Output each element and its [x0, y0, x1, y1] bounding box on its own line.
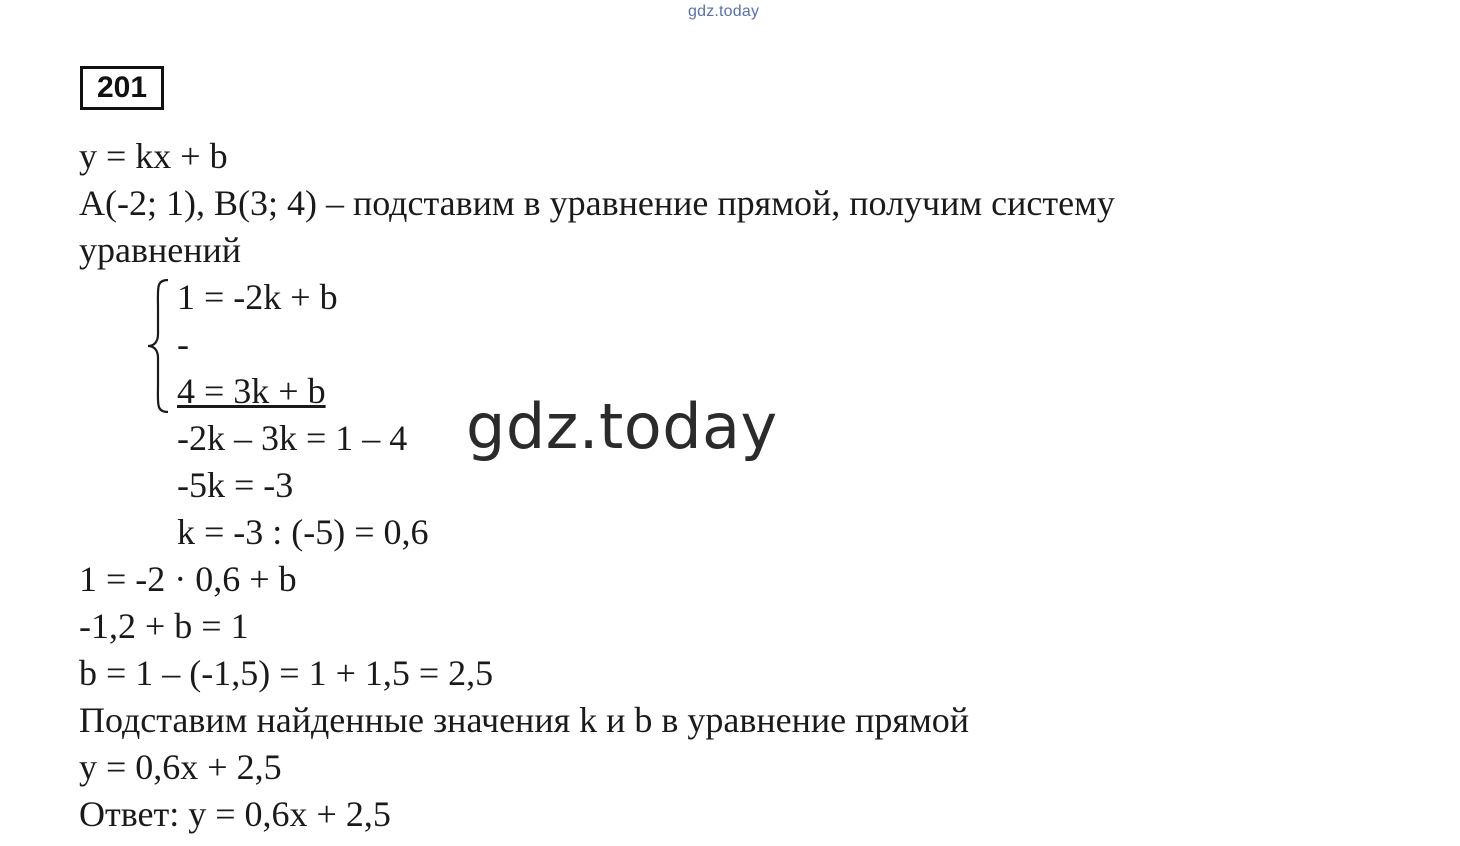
- line-points-substitution: A(-2; 1), B(3; 4) – подставим в уравнение прямой, получим систему: [79, 183, 1115, 223]
- system-equation-2: 4 = 3k + b: [177, 371, 326, 411]
- line-b-value: b = 1 – (-1,5) = 1 + 1,5 = 2,5: [79, 653, 494, 693]
- step-simplified: -5k = -3: [177, 465, 294, 505]
- line-substitute-values: Подставим найденные значения k и b в уравнение прямой: [79, 700, 970, 740]
- line-result-equation: y = 0,6x + 2,5: [79, 747, 282, 787]
- step-subtraction: -2k – 3k = 1 – 4: [177, 418, 408, 458]
- line-general-equation: y = kx + b: [79, 136, 228, 176]
- watermark-center: gdz.today: [466, 390, 778, 463]
- system-minus-sign: -: [177, 324, 189, 364]
- line-substitute-k: 1 = -2 · 0,6 + b: [79, 559, 297, 599]
- line-b-equation: -1,2 + b = 1: [79, 606, 249, 646]
- watermark-top: gdz.today: [688, 3, 760, 20]
- system-equation-1: 1 = -2k + b: [177, 277, 338, 317]
- step-k-value: k = -3 : (-5) = 0,6: [177, 512, 429, 552]
- system-brace-icon: [146, 278, 172, 414]
- task-number-box: 201: [80, 66, 164, 110]
- line-equations-word: уравнений: [79, 230, 242, 270]
- line-answer: Ответ: y = 0,6x + 2,5: [79, 794, 391, 834]
